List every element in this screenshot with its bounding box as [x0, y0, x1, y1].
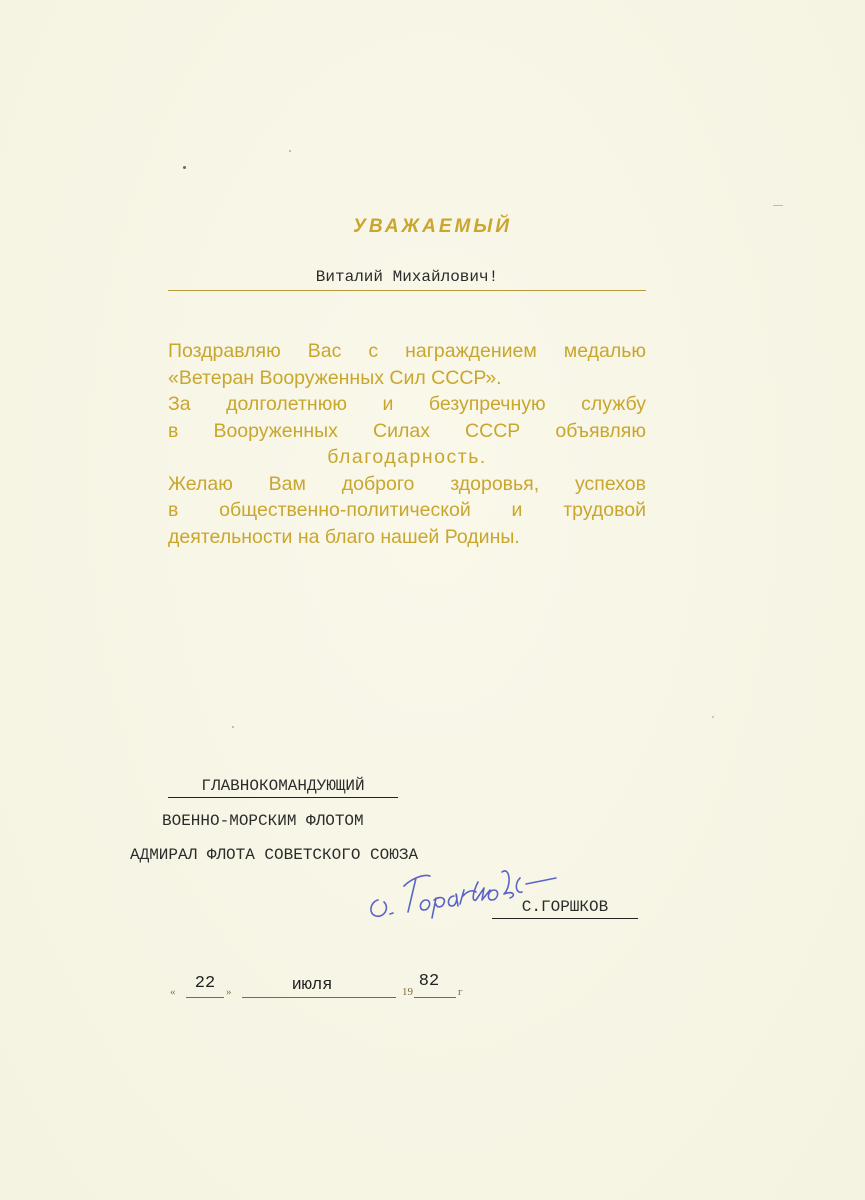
body-line: За долголетнюю и безупречную службу	[168, 393, 646, 415]
signatory-branch: ВОЕННО-МОРСКИМ ФЛОТОМ	[162, 812, 364, 830]
paper-speck	[232, 726, 234, 728]
date-day: 22	[194, 974, 216, 993]
date-open-quote: «	[170, 986, 176, 998]
paper-speck	[289, 150, 291, 152]
body-line: благодарность.	[327, 446, 487, 468]
date-line	[0, 972, 865, 1002]
body-line: Поздравляю Вас с награждением медалью	[168, 340, 646, 362]
body-line: Желаю Вам доброго здоровья, успехов	[168, 472, 646, 495]
signatory-name: С.ГОРШКОВ	[492, 898, 638, 919]
paper-speck	[183, 166, 186, 169]
paper-speck	[712, 716, 714, 718]
body-line: в общественно-политической и трудовой	[168, 499, 646, 521]
letter-body	[168, 338, 646, 550]
paper-speck	[773, 205, 783, 206]
date-year: 82	[418, 972, 440, 991]
letter-heading: УВАЖАЕМЫЙ	[352, 216, 513, 237]
body-line: деятельности на благо нашей Родины.	[168, 525, 520, 548]
date-month: июля	[291, 976, 333, 995]
date-year-prefix: 19	[402, 986, 413, 998]
addressee-name: Виталий Михайлович!	[168, 268, 646, 291]
date-year-mark: г	[458, 986, 463, 998]
body-line: «Ветеран Вооруженных Сил СССР».	[168, 366, 502, 389]
month-underline	[242, 997, 396, 998]
day-underline	[186, 997, 224, 998]
date-close-quote: »	[226, 986, 232, 998]
body-line: в Вооруженных Силах СССР объявляю	[168, 419, 646, 442]
signatory-rank: АДМИРАЛ ФЛОТА СОВЕТСКОГО СОЮЗА	[130, 846, 419, 864]
year-underline	[414, 997, 456, 998]
signatory-title: ГЛАВНОКОМАНДУЮЩИЙ	[168, 777, 398, 798]
